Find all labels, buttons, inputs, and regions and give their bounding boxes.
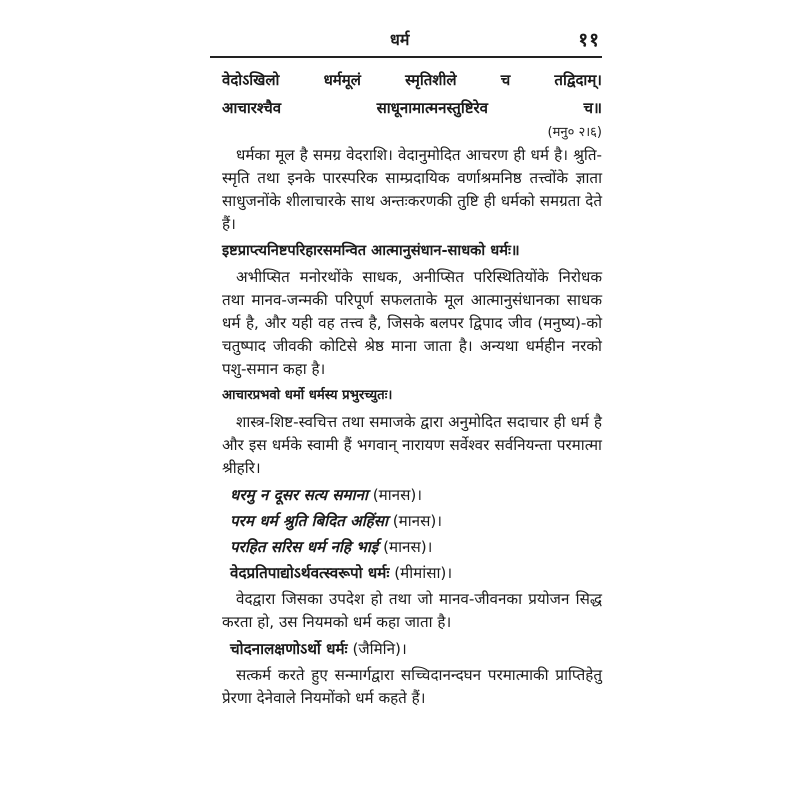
- sutra-line: इष्टप्राप्त्यनिष्टपरिहारसमन्वित आत्मानुसंधान-साधको धर्मः॥: [222, 242, 520, 259]
- paragraph: सत्कर्म करते हुए सन्मार्गद्वारा सच्चिदानन्दघन परमात्माकी प्राप्तिहेतु प्रेरणा देनेवाले नियमोंको धर्म कहते हैं।: [222, 666, 602, 707]
- quote-source: (जैमिनि)।: [352, 640, 407, 658]
- page-number: ११: [578, 29, 600, 51]
- page-body: [222, 66, 602, 712]
- quote-source: (मानस)।: [383, 538, 433, 556]
- verse-word: च॥: [583, 99, 602, 117]
- running-title: धर्म: [390, 30, 410, 49]
- verse-line-2: [222, 94, 602, 122]
- quote-source: (मानस)।: [392, 512, 443, 530]
- verse-word: च: [500, 71, 511, 89]
- quote-text: धरमु न दूसर सत्य समाना: [230, 486, 368, 504]
- manas-quote: [222, 482, 602, 508]
- paragraph: शास्त्र-शिष्ट-स्वचित्त तथा समाजके द्वारा अनुमोदित सदाचार ही धर्म है और इस धर्मके स्वामी हैं भगवान् नारायण सर्वेश्वर सर्वनियन्ता परमात्मा श्रीहरि।: [222, 413, 602, 477]
- jaimini-quote: [222, 636, 602, 662]
- paragraph: वेदद्वारा जिसका उपदेश हो तथा जो मानव-जीवनका प्रयोजन सिद्ध करता हो, उस नियमको धर्म कहा जाता है।: [222, 590, 602, 631]
- sutra-line: आचारप्रभवो धर्मो धर्मस्य प्रभुरच्युतः।: [222, 388, 393, 403]
- quote-text: वेदप्रतिपाद्योऽर्थवत्स्वरूपो धर्मः: [230, 564, 390, 582]
- paragraph: अभीप्सित मनोरथोंके साधक, अनीप्सित परिस्थितियोंके निरोधक तथा मानव-जन्मकी परिपूर्ण सफलताके मूल आत्मानुसंधानका साधक धर्म है, और यही वह तत्त्व है, जिसके बलपर द्विपाद जीव (मनुष्य)-को चतुष्पाद जीवकी कोटिसे श्रेष्ठ माना जाता है। अन्यथा धर्महीन नरको पशु-समान कहा है।: [222, 268, 602, 378]
- quote-source: (मीमांसा)।: [394, 564, 453, 582]
- quote-text: परम धर्म श्रुति बिदित अहिंसा: [230, 512, 388, 530]
- verse-word: आचारश्चैव: [222, 99, 282, 117]
- page-header: [210, 26, 602, 52]
- verse-word: तद्विदाम्।: [554, 71, 602, 89]
- quote-text: परहित सरिस धर्म नहि भाई: [230, 538, 379, 556]
- verse-word: स्मृतिशीले: [405, 71, 457, 89]
- verse-word: साधूनामात्मनस्तुष्टिरेव: [376, 99, 488, 117]
- mimansa-quote: [222, 560, 602, 586]
- manas-quote: [222, 534, 602, 560]
- verse-line-1: [222, 66, 602, 94]
- verse-citation: (मनु० २।६): [547, 125, 602, 140]
- header-rule: [210, 56, 602, 58]
- quote-source: (मानस)।: [372, 486, 423, 504]
- verse-word: वेदोऽखिलो: [222, 71, 280, 89]
- verse-word: धर्ममूलं: [323, 71, 361, 89]
- manas-quote: [222, 508, 602, 534]
- quote-text: चोदनालक्षणोऽर्थो धर्मः: [230, 640, 348, 658]
- paragraph: धर्मका मूल है समग्र वेदराशि। वेदानुमोदित आचरण ही धर्म है। श्रुति-स्मृति तथा इनके पारस्परिक साम्प्रदायिक वर्णाश्रमनिष्ठ तत्त्वोंके ज्ञाता साधुजनोंके शीलाचारके साथ अन्तःकरणकी तुष्टि ही धर्मको समग्रता देते हैं।: [222, 146, 602, 233]
